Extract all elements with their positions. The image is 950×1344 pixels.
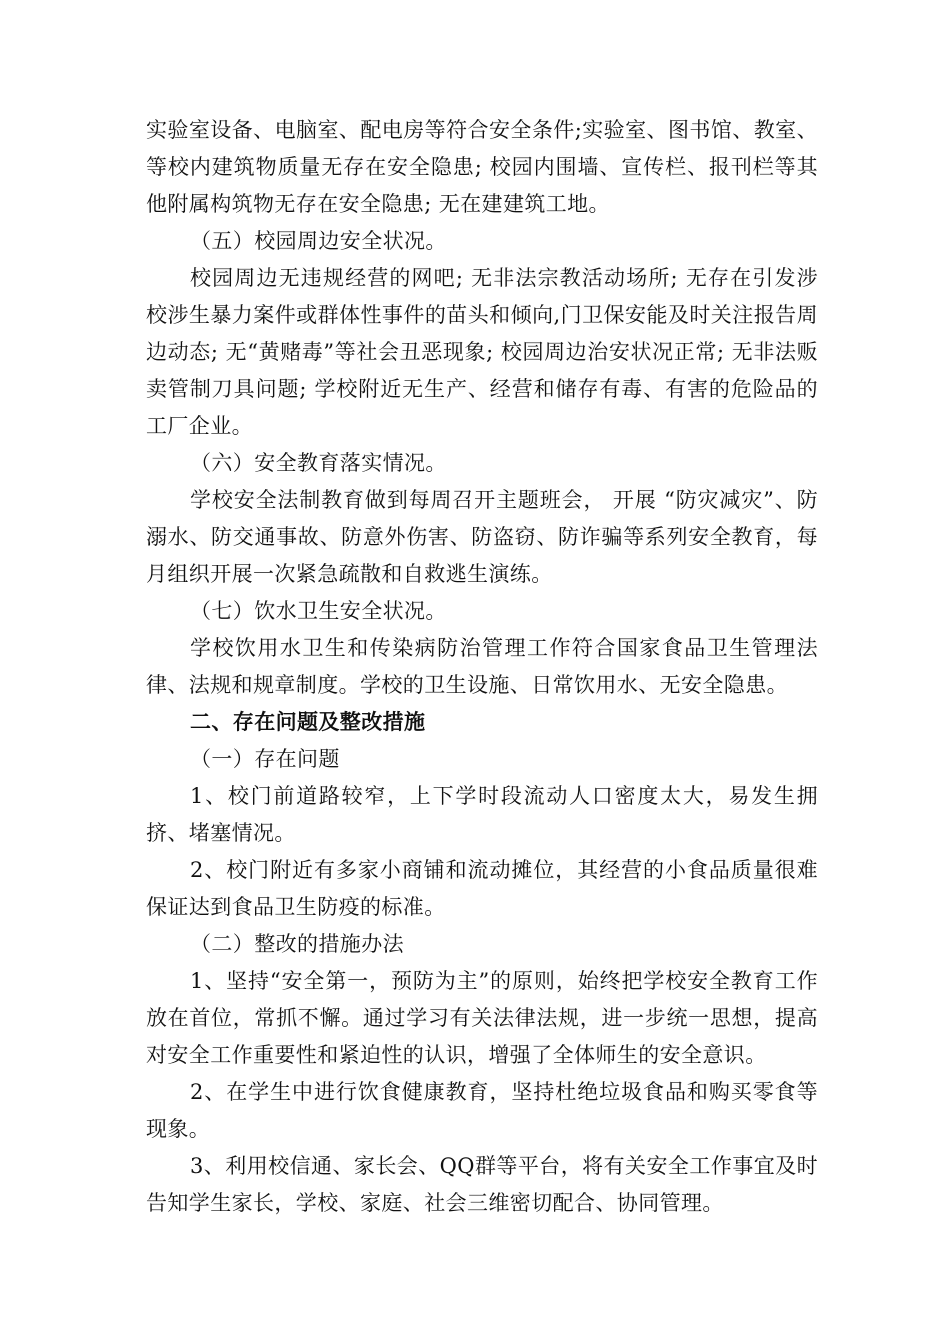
paragraph-facility-safety: 实验室设备、电脑室、配电房等符合安全条件;实验室、图书馆、教室、等校内建筑物质量无存在安全隐患; 校园内围墙、宣传栏、报刊栏等其他附属构筑物无存在安全隐患; 无在建建筑工地。 [146, 118, 818, 216]
subheading-rectification-measures: （二）整改的措施办法 [190, 932, 404, 956]
subheading-safety-education: （六）安全教育落实情况。 [190, 451, 447, 475]
paragraph-measure-2: 2、在学生中进行饮食健康教育，坚持杜绝垃圾食品和购买零食等现象。 [146, 1080, 818, 1141]
paragraph-campus-surroundings: 校园周边无违规经营的网吧; 无非法宗教活动场所; 无存在引发涉校涉生暴力案件或群体性事件的苗头和倾向,门卫保安能及时关注报告周边动态; 无“黄赌毒”等社会丑恶现象; 校园周边治安状况正常; 无非法贩卖管制刀具问题; 学校附近无生产、经营和储存有毒、有害的危险品的工厂企业。 [146, 266, 818, 438]
subheading-drinking-water: （七）饮水卫生安全状况。 [190, 599, 447, 623]
paragraph-safety-education: 学校安全法制教育做到每周召开主题班会， 开展 “防灾减灾”、防溺水、防交通事故、防意外伤害、防盗窃、防诈骗等系列安全教育，每月组织开展一次紧急疏散和自救逃生演练。 [146, 488, 818, 586]
subheading-campus-surroundings: （五）校园周边安全状况。 [190, 229, 447, 253]
document-body [146, 112, 818, 1222]
subheading-existing-problems: （一）存在问题 [190, 747, 340, 771]
paragraph-measure-3: 3、利用校信通、家长会、QQ群等平台，将有关安全工作事宜及时告知学生家长，学校、家庭、社会三维密切配合、协同管理。 [146, 1154, 818, 1215]
paragraph-drinking-water: 学校饮用水卫生和传染病防治管理工作符合国家食品卫生管理法律、法规和规章制度。学校的卫生设施、日常饮用水、无安全隐患。 [146, 636, 818, 697]
section-heading-problems-and-measures: 二、存在问题及整改措施 [190, 710, 426, 734]
paragraph-problem-1: 1、校门前道路较窄，上下学时段流动人口密度太大，易发生拥挤、堵塞情况。 [146, 784, 818, 845]
paragraph-measure-1: 1、坚持“安全第一，预防为主”的原则，始终把学校安全教育工作放在首位，常抓不懈。通过学习有关法律法规，进一步统一思想，提高对安全工作重要性和紧迫性的认识，增强了全体师生的安全意识。 [146, 969, 818, 1067]
paragraph-problem-2: 2、校门附近有多家小商铺和流动摊位，其经营的小食品质量很难保证达到食品卫生防疫的标准。 [146, 858, 818, 919]
